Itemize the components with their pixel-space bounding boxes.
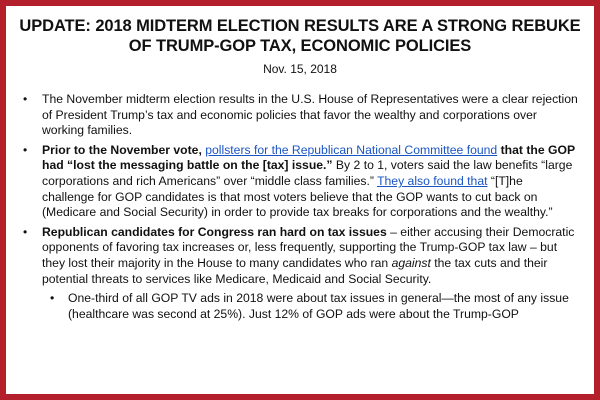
they-also-found-link[interactable]: They also found that <box>377 173 488 188</box>
bullet-text: the tax cuts and their potential threats to services like Medicare, Medicaid and Social Security. <box>42 255 548 286</box>
bullet-item-election-results <box>6 92 594 139</box>
publish-date: Nov. 15, 2018 <box>263 62 337 76</box>
title-line-2: OF TRUMP-GOP TAX, ECONOMIC POLICIES <box>128 37 472 55</box>
bullet-text: “[T]he challenge for GOP candidates is that most voters believe that the GOP wants to cut back on (Medicare and Social Security) in order to provide tax breaks for corporations and the wealthy.” <box>42 173 553 220</box>
bullet-text: – either accusing their Democratic opponents of favoring tax increases or, less frequently, supporting the Trump-GOP tax law – but they lost their majority in the House to many candidates who ran <box>42 224 575 270</box>
sub-bullet-text: One-third of all GOP TV ads in 2018 were about tax issues in general—the most of any issue (healthcare was second at 25%). Just 12% of GOP ads were about the Trump-GOP <box>68 291 569 321</box>
document-page <box>6 6 594 394</box>
bold-lead: Republican candidates for Congress ran hard on tax issues <box>42 224 387 239</box>
page-title <box>18 16 582 56</box>
italic-emphasis: against <box>391 255 431 270</box>
bullet-text: The November midterm election results in the U.S. House of Representatives were a clear rejection of President Trump’s tax and economic policies that favor the wealthy and corporations over working families. <box>42 92 578 138</box>
sub-bullet-item-tv-ads <box>42 291 578 322</box>
bold-lead: Prior to the November vote, <box>42 142 206 157</box>
bullet-list <box>6 92 594 322</box>
bold-statement: that the GOP had “lost the messaging battle on the [tax] issue.” <box>42 142 575 173</box>
bullet-text: By 2 to 1, voters said the law benefits “large corporations and rich Americans” over “middle class families.” <box>42 158 573 188</box>
sub-bullet-list <box>42 291 578 322</box>
title-line-1: UPDATE: 2018 MIDTERM ELECTION RESULTS ARE A STRONG REBUKE <box>19 17 581 35</box>
bullet-item-rnc-pollsters <box>6 143 594 221</box>
bullet-item-gop-candidates <box>6 225 594 323</box>
rnc-pollsters-link[interactable]: pollsters for the Republican National Committee found <box>205 142 498 157</box>
